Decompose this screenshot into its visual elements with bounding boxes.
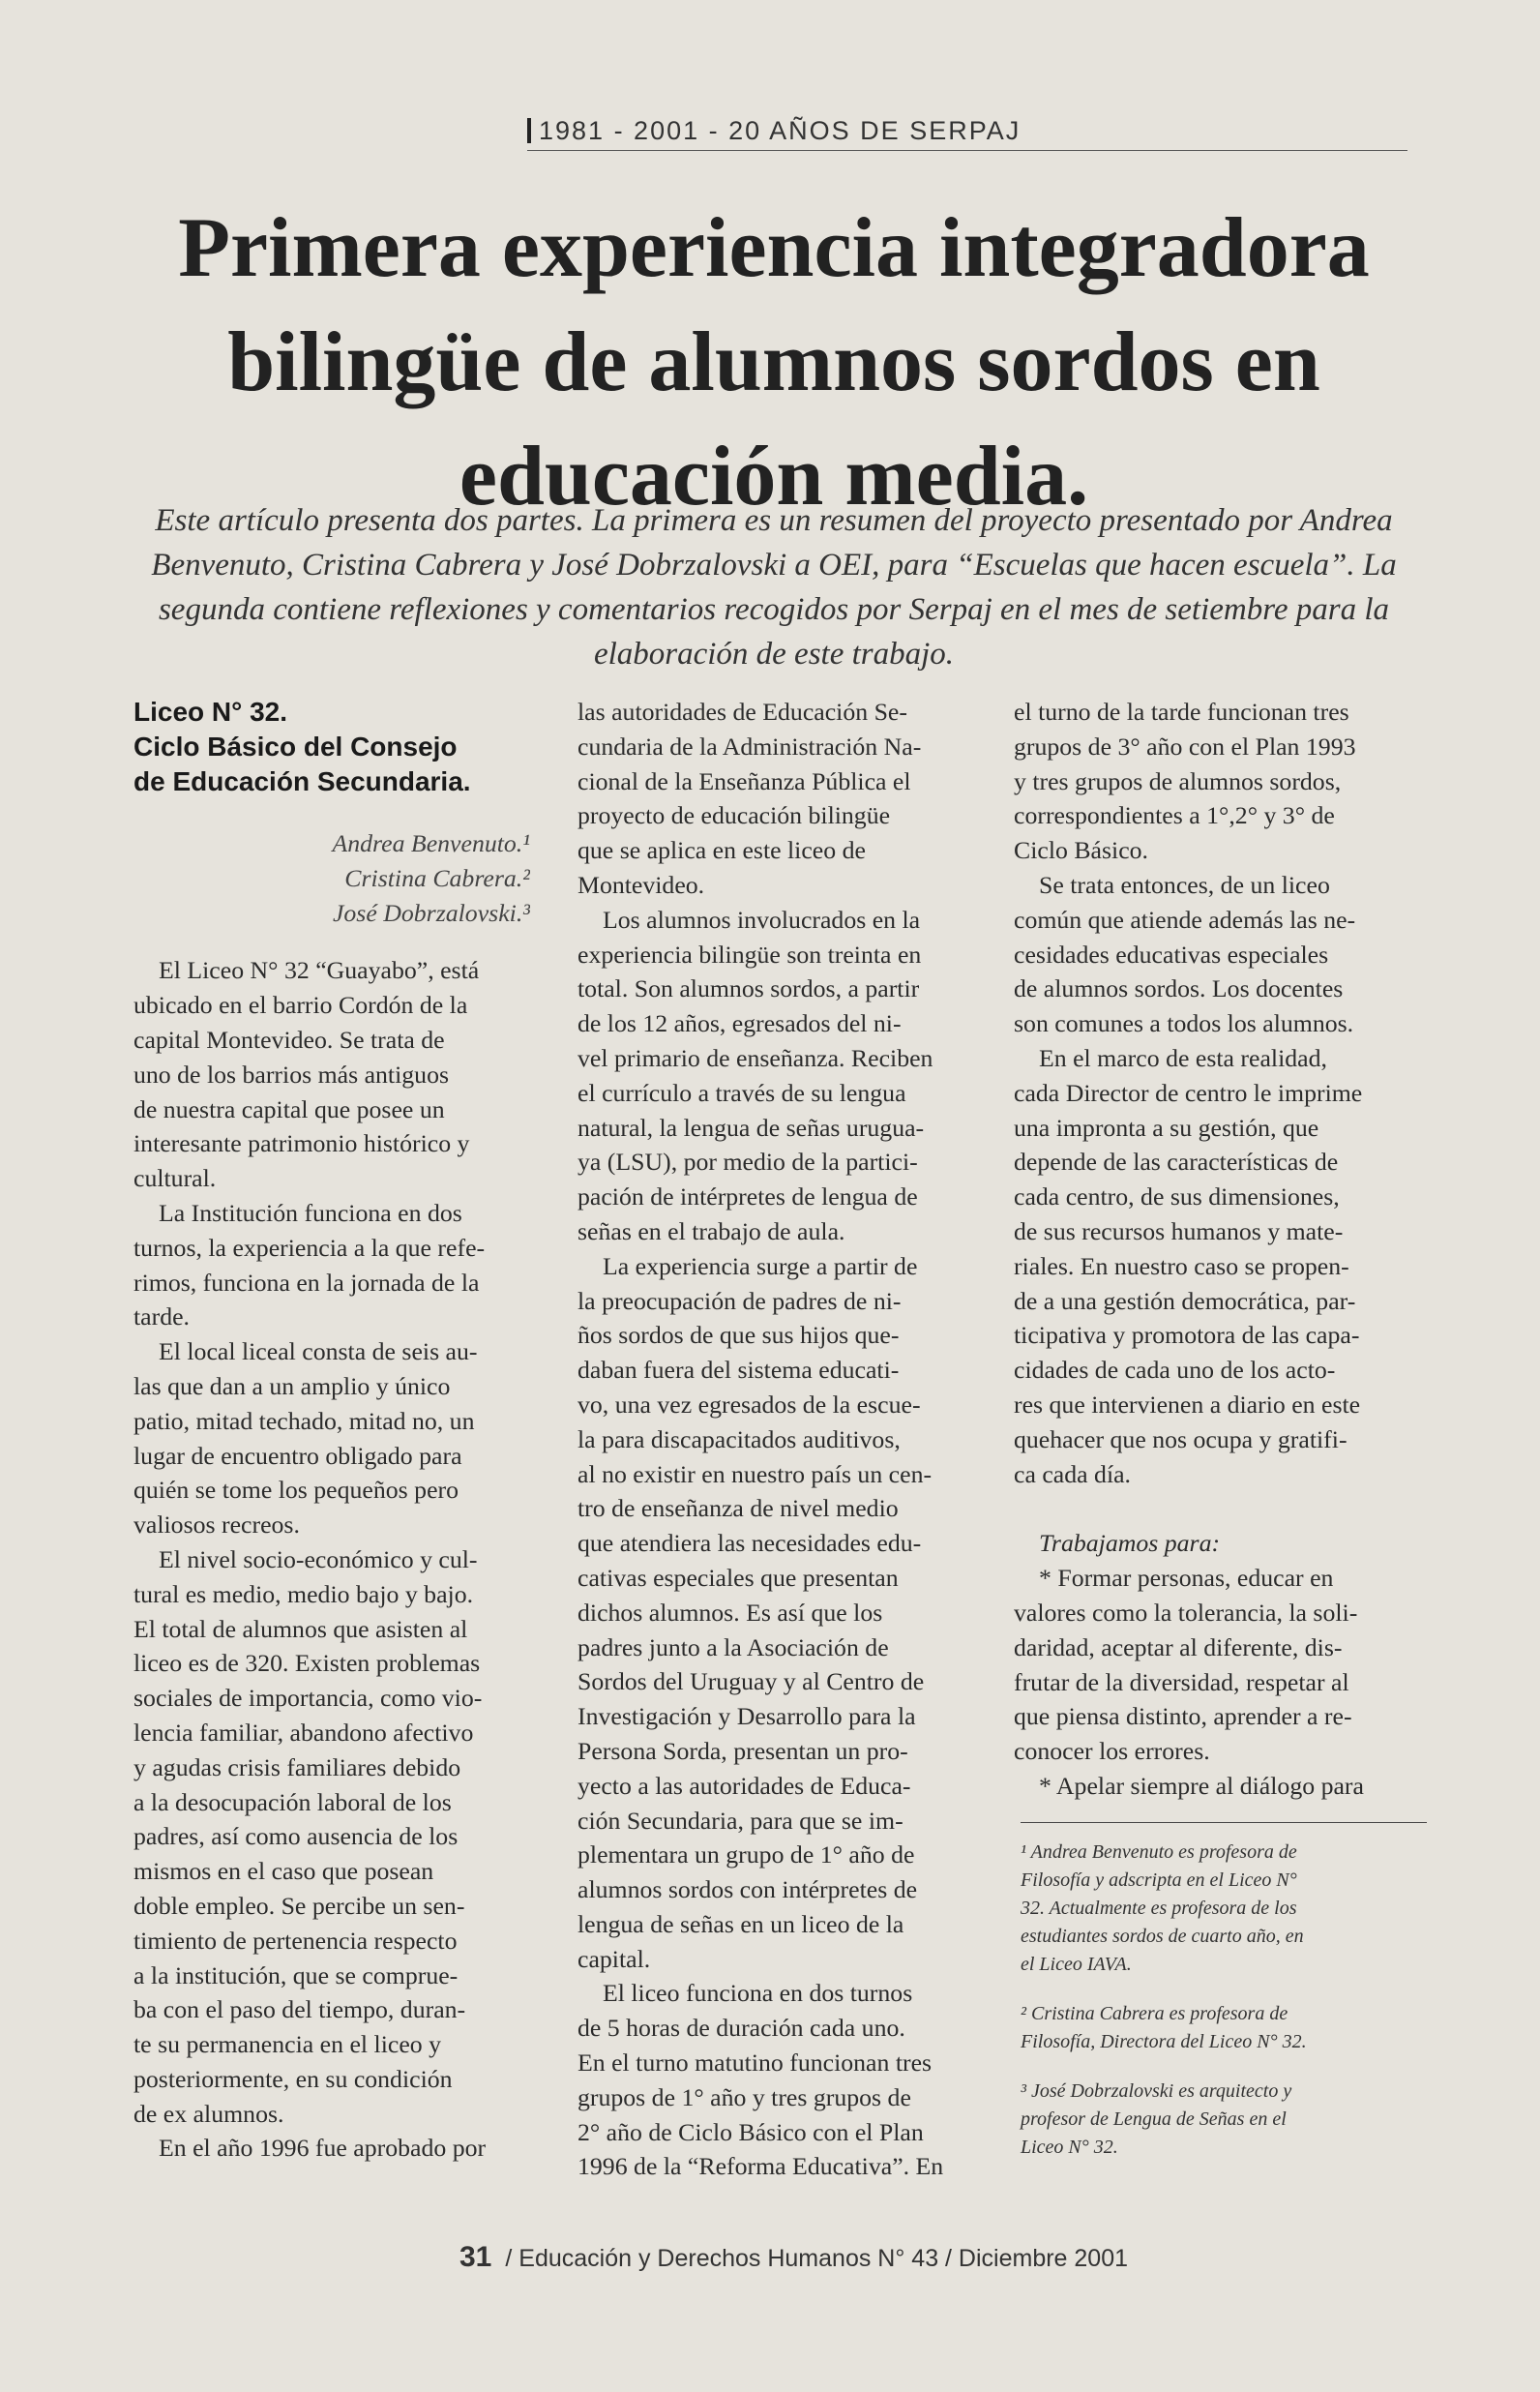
text-line: el turno de la tarde funcionan tres [1014,698,1349,726]
text-line: padres junto a la Asociación de [578,1632,889,1661]
text-line: común que atiende además las ne- [1014,905,1356,934]
text-line: que se aplica en este liceo de [578,836,866,865]
text-line: daridad, aceptar al diferente, dis- [1014,1632,1343,1661]
column-2-body [578,695,984,2184]
footnote-line: ¹ Andrea Benvenuto es profesora de [1021,1841,1297,1863]
text-line: de a una gestión democrática, par- [1014,1286,1356,1315]
school-heading-line: de Educación Secundaria. [133,766,471,796]
text-line: 2° año de Ciclo Básico con el Plan [578,2117,924,2146]
text-line: depende de las características de [1014,1148,1339,1177]
text-line: al no existir en nuestro país un cen- [578,1459,933,1488]
text-line: pación de intérpretes de lengua de [578,1182,918,1211]
text-line: ños sordos de que sus hijos que- [578,1321,900,1350]
text-line: cada centro, de sus dimensiones, [1014,1182,1340,1211]
text-line: frutar de la diversidad, respetar al [1014,1667,1349,1696]
text-line: el currículo a través de su lengua [578,1078,906,1107]
text-line: lugar de encuentro obligado para [133,1441,462,1470]
text-line: cesidades educativas especiales [1014,940,1329,969]
text-line: cundaria de la Administración Na- [578,732,922,761]
text-line: ya (LSU), por medio de la partici- [578,1148,918,1177]
text-line: En el turno matutino funcionan tres [578,2048,933,2078]
text-line: El liceo funciona en dos turnos [603,1979,913,2008]
text-line: 1996 de la “Reforma Educativa”. En [578,2152,944,2181]
text-line: doble empleo. Se percibe un sen- [133,1891,465,1920]
footnote [1021,2000,1427,2056]
text-line: patio, mitad techado, mitad no, un [133,1406,475,1435]
running-head-text: 1981 - 2001 - 20 AÑOS DE SERPAJ [539,116,1022,145]
text-line: capital Montevideo. Se trata de [133,1025,445,1054]
text-line: Ciclo Básico. [1014,836,1148,865]
column-3-spacer [1014,1491,1420,1526]
text-line: mismos en el caso que posean [133,1857,434,1886]
footnote [1021,1839,1427,1979]
text-line: daban fuera del sistema educati- [578,1356,900,1385]
text-line: tarde. [133,1302,191,1331]
text-line: ción Secundaria, para que se im- [578,1806,903,1835]
text-line: liceo es de 320. Existen problemas [133,1649,481,1678]
footnote-line: ² Cristina Cabrera es profesora de [1021,2003,1288,2024]
page-number: 31 [459,2241,492,2273]
text-line: total. Son alumnos sordos, a partir [578,974,920,1003]
text-line: correspondientes a 1°,2° y 3° de [1014,801,1335,830]
text-line: sociales de importancia, como vio- [133,1684,483,1713]
text-line: quehacer que nos ocupa y gratifi- [1014,1424,1348,1453]
text-line: El total de alumnos que asisten al [133,1614,468,1643]
column-2 [578,695,984,2184]
text-line: que piensa distinto, aprender a re- [1014,1702,1352,1731]
page-footer [459,2241,1137,2274]
text-line: tro de enseñanza de nivel medio [578,1494,899,1523]
column-3-body-a [1014,695,1420,1491]
text-line: señas en el trabajo de aula. [578,1216,845,1245]
text-line: * Formar personas, educar en [1039,1564,1334,1593]
author-name: José Dobrzalovski.³ [332,898,530,927]
text-line: ubicado en el barrio Cordón de la [133,991,468,1020]
text-line: posteriormente, en su condición [133,2064,453,2093]
text-line: Se trata entonces, de un liceo [1039,870,1330,899]
author-name: Cristina Cabrera.² [344,863,530,892]
text-line: En el año 1996 fue aprobado por [159,2134,487,2163]
text-line: de ex alumnos. [133,2099,284,2128]
footnote-line: Filosofía, Directora del Liceo N° 32. [1021,2031,1307,2052]
text-line: experiencia bilingüe son treinta en [578,940,922,969]
text-line: de sus recursos humanos y mate- [1014,1216,1344,1245]
text-line: conocer los errores. [1014,1737,1210,1766]
text-line: de nuestra capital que posee un [133,1094,445,1123]
text-line: capital. [578,1944,651,1973]
text-line: cada Director de centro le imprime [1014,1078,1363,1107]
text-line: El nivel socio-económico y cul- [159,1544,478,1573]
text-line: res que intervienen a diario en este [1014,1390,1361,1419]
text-line: Sordos del Uruguay y al Centro de [578,1667,925,1696]
column-3 [1014,695,1420,1804]
footnote-line: el Liceo IAVA. [1021,1954,1132,1975]
text-line: vo, una vez egresados de la escue- [578,1390,921,1419]
text-line: la preocupación de padres de ni- [578,1286,902,1315]
text-line: a la desocupación laboral de los [133,1787,452,1816]
text-line: que atendiera las necesidades edu- [578,1529,922,1558]
text-line: vel primario de enseñanza. Reciben [578,1043,933,1072]
text-line: * Apelar siempre al diálogo para [1039,1771,1364,1800]
article-title: Primera experiencia integradora bilingüe de alumnos sordos en educación media. [178,201,1370,523]
text-line: Los alumnos involucrados en la [603,905,921,934]
text-line: ticipativa y promotora de las capa- [1014,1321,1360,1350]
text-line: de alumnos sordos. Los docentes [1014,974,1344,1003]
text-line: Persona Sorda, presentan un pro- [578,1736,908,1765]
text-line: y tres grupos de alumnos sordos, [1014,766,1342,795]
text-line: uno de los barrios más antiguos [133,1060,450,1089]
text-line: El local liceal consta de seis au- [159,1337,478,1366]
text-line: Montevideo. [578,870,705,899]
text-line: tural es medio, medio bajo y bajo. [133,1579,474,1608]
text-line: cidades de cada uno de los acto- [1014,1356,1336,1385]
footnote-line: Liceo N° 32. [1021,2137,1118,2158]
text-line: una impronta a su gestión, que [1014,1113,1319,1142]
text-line: valores como la tolerancia, la soli- [1014,1598,1358,1627]
school-heading [133,695,540,799]
text-line: turnos, la experiencia a la que refe- [133,1233,486,1262]
text-line: ca cada día. [1014,1459,1132,1488]
text-line: yecto a las autoridades de Educa- [578,1771,911,1800]
footnote-line: estudiantes sordos de cuarto año, en [1021,1926,1304,1947]
column-3-body-b [1014,1561,1420,1804]
text-line: dichos alumnos. Es así que los [578,1598,883,1627]
text-line: te su permanencia en el liceo y [133,2030,442,2059]
text-line: las autoridades de Educación Se- [578,698,907,726]
text-line: alumnos sordos con intérpretes de [578,1875,918,1904]
text-line: valiosos recreos. [133,1510,300,1540]
text-line: La experiencia surge a partir de [603,1251,918,1280]
column-1-body [133,953,540,2166]
text-line: grupos de 1° año y tres grupos de [578,2082,911,2111]
text-line: Investigación y Desarrollo para la [578,1702,916,1731]
footnote-line: Filosofía y adscripta en el Liceo N° [1021,1869,1297,1891]
footnotes [1021,1822,1427,2183]
text-line: lencia familiar, abandono afectivo [133,1718,474,1747]
text-line: de 5 horas de duración cada uno. [578,2014,905,2043]
column-1 [133,695,540,2166]
text-line: proyecto de educación bilingüe [578,801,891,830]
text-line: rimos, funciona en la jornada de la [133,1268,480,1297]
text-line: quién se tome los pequeños pero [133,1476,459,1505]
text-line: lengua de señas en un liceo de la [578,1909,904,1938]
text-line: padres, así como ausencia de los [133,1822,459,1851]
footnote-line: profesor de Lengua de Señas en el [1021,2108,1287,2130]
text-line: En el marco de esta realidad, [1039,1043,1327,1072]
text-line: La Institución funciona en dos [159,1198,462,1227]
text-line: timiento de pertenencia respecto [133,1926,458,1955]
school-heading-line: Ciclo Básico del Consejo [133,732,458,762]
text-line: ba con el paso del tiempo, duran- [133,1995,466,2024]
text-line: interesante patrimonio histórico y [133,1129,470,1158]
text-line: plementara un grupo de 1° año de [578,1840,915,1869]
publication-info: / Educación y Derechos Humanos N° 43 / Diciembre 2001 [505,2245,1129,2272]
text-line: natural, la lengua de señas urugua- [578,1113,925,1142]
author-list [133,826,540,930]
text-line: El Liceo N° 32 “Guayabo”, está [159,956,480,985]
author-name: Andrea Benvenuto.¹ [332,829,530,857]
text-line: riales. En nuestro caso se propen- [1014,1251,1349,1280]
text-line: la para discapacitados auditivos, [578,1424,901,1453]
text-line: a la institución, que se comprue- [133,1960,459,1989]
article-intro: Este artículo presenta dos partes. La primera es un resumen del proyecto presentado por Andrea Benvenuto, Cristina Cabrera y José Dobrzalovski a OEI, para “Escuelas que hacen escuela”. La segunda contiene reflexiones y comentarios recogidos por Serpaj en el mes de setiembre para la elaboración de este trabajo. [151,503,1397,672]
running-head-bar [527,118,531,143]
text-line: grupos de 3° año con el Plan 1993 [1014,732,1356,761]
school-heading-line: Liceo N° 32. [133,697,288,727]
text-line: de los 12 años, egresados del ni- [578,1009,902,1038]
footnote [1021,2078,1427,2162]
text-line: son comunes a todos los alumnos. [1014,1009,1354,1038]
running-head [527,116,1407,151]
footnote-line: ³ José Dobrzalovski es arquitecto y [1021,2080,1292,2102]
text-line: cional de la Enseñanza Pública el [578,766,911,795]
text-line: cativas especiales que presentan [578,1563,899,1592]
text-line: cultural. [133,1164,217,1193]
text-line: y agudas crisis familiares debido [133,1752,461,1781]
section-subhead: Trabajamos para: [1039,1529,1221,1558]
footnote-line: 32. Actualmente es profesora de los [1021,1898,1297,1919]
text-line: las que dan a un amplio y único [133,1371,451,1400]
